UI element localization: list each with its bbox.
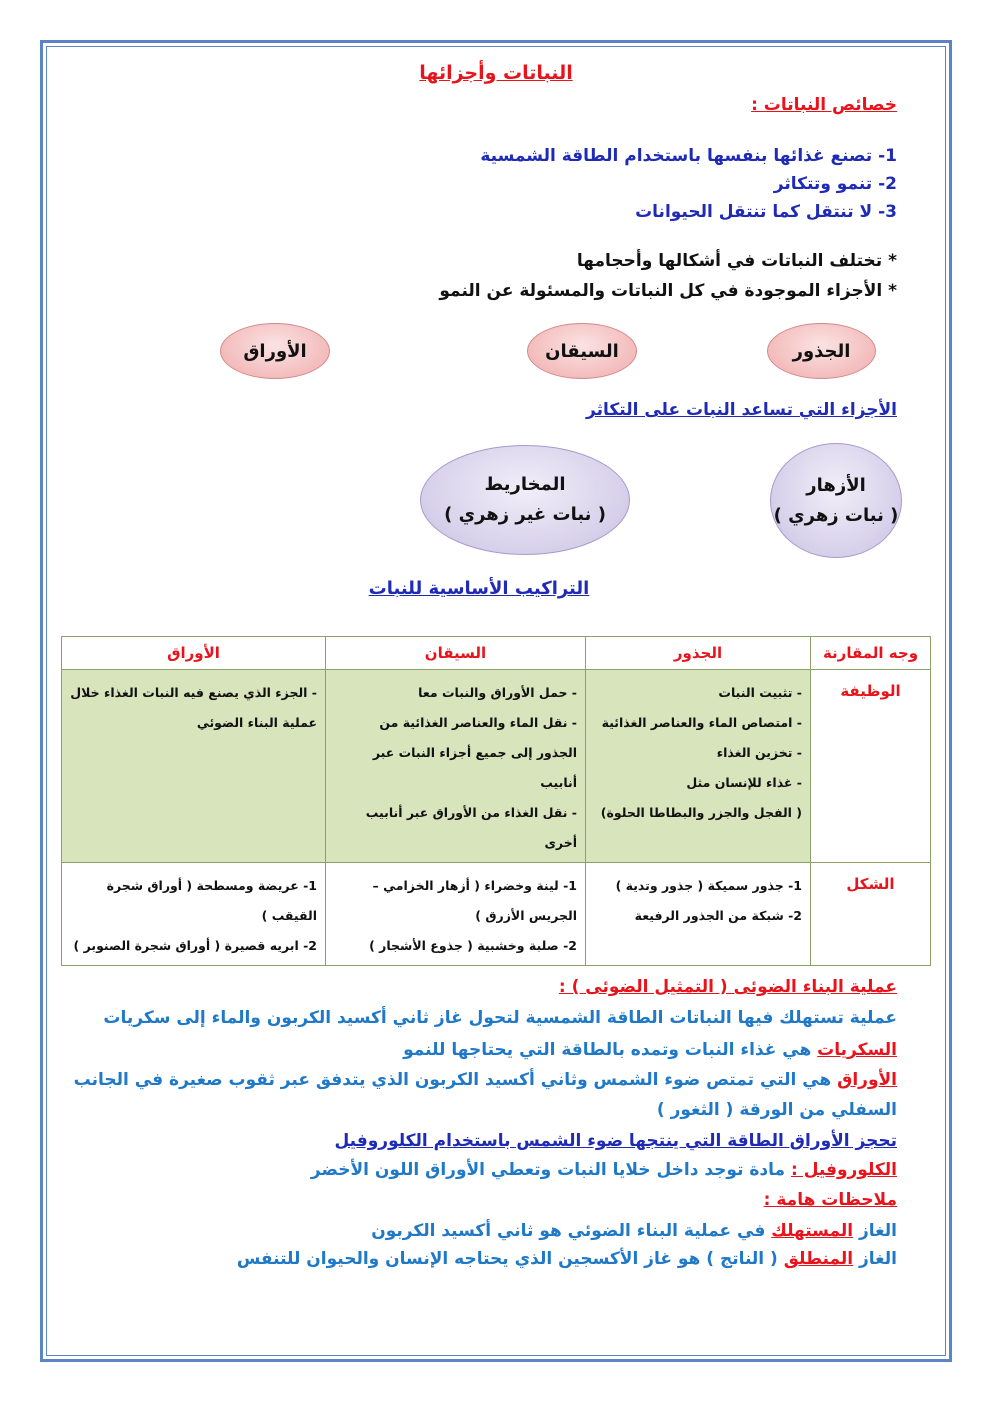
energy-line <box>334 1127 897 1155</box>
cones-oval <box>420 445 630 555</box>
cell-line: 2- صلبة وخشبية ( جذوع الأشجار ) <box>369 938 577 953</box>
chlorophyll-term: الكلوروفيل : <box>790 1160 897 1180</box>
table-cell-leaves <box>62 863 326 966</box>
cones-label: المخاريط <box>484 474 566 495</box>
note-text: الغاز <box>853 1221 897 1241</box>
note-text: الغاز <box>853 1249 897 1269</box>
cell-line: 1- عريضة ومسطحة ( أوراق شجرة <box>106 878 317 893</box>
chlorophyll-text: مادة توجد داخل خلايا النبات وتعطي الأوراق اللون الأخضر <box>310 1160 791 1180</box>
leaves-term: الأوراق <box>837 1070 897 1090</box>
cell-line: الجريس الأزرق ) <box>475 908 577 923</box>
table-cell-stems <box>326 863 586 966</box>
cell-line: 1- لينة وخضراء ( أزهار الخزامي – <box>372 878 577 893</box>
flowers-oval <box>770 443 902 558</box>
characteristic-item: 2- تنمو وتتكاثر <box>773 174 897 194</box>
cell-line: - تثبيت النبات <box>718 685 802 700</box>
sugars-line <box>403 1036 897 1064</box>
cell-line: الجذور إلى جميع أجزاء النبات عبر <box>372 745 577 760</box>
note-released-gas <box>237 1245 897 1273</box>
cell-line: - حمل الأوراق والنبات معا <box>418 685 577 700</box>
note-text: في عملية البناء الضوئي هو ثاني أكسيد الكربون <box>371 1221 772 1241</box>
characteristics-heading: خصائص النباتات : <box>751 95 897 115</box>
leaves-line <box>74 1066 897 1094</box>
leaves-line-cont: السفلي من الورقة ( الثغور ) <box>656 1100 897 1120</box>
table-cell-leaves <box>62 670 326 863</box>
row-label: الشكل <box>811 863 931 966</box>
table-header-row <box>62 637 931 670</box>
cell-line: - نقل الغذاء من الأوراق عبر أنابيب <box>365 805 577 820</box>
chlorophyll-line <box>311 1156 897 1184</box>
note-consumed-gas <box>371 1217 897 1245</box>
part-stems-oval <box>527 323 637 379</box>
table-cell-stems <box>326 670 586 863</box>
leaves-text: هي التي تمتص ضوء الشمس وثاني أكسيد الكربون الذي يتدفق عبر ثقوب صغيرة في الجانب <box>73 1070 838 1090</box>
note-line: * تختلف النباتات في أشكالها وأحجامها <box>576 251 897 271</box>
sugars-text: هي غذاء النبات وتمده بالطاقة التي يحتاجها للنمو <box>403 1040 818 1060</box>
cell-line: أخرى <box>544 835 577 850</box>
photosynthesis-heading: عملية البناء الضوئى ( التمثيل الضوئى ) : <box>558 977 897 997</box>
photosynthesis-definition: عملية تستهلك فيها النباتات الطاقة الشمسية لتحول غاز ثاني أكسيد الكربون والماء إلى سكريات <box>103 1008 897 1028</box>
cones-desc: ( نبات غير زهري ) <box>444 504 606 525</box>
page-title: النباتات وأجزائها <box>419 62 573 84</box>
cell-line: - تخزين الغذاء <box>716 745 802 760</box>
table-cell-roots <box>586 863 811 966</box>
cell-line: ( الفجل والجزر والبطاطا الحلوة) <box>600 805 802 820</box>
cell-line: عملية البناء الضوئي <box>196 715 317 730</box>
table-header: الجذور <box>586 637 811 670</box>
table-cell-roots <box>586 670 811 863</box>
table-header: وجه المقارنة <box>811 637 931 670</box>
part-label: السيقان <box>545 340 619 362</box>
table-header: الأوراق <box>62 637 326 670</box>
row-label: الوظيفة <box>811 670 931 863</box>
table-header: السيقان <box>326 637 586 670</box>
cell-line: القيقب ) <box>261 908 317 923</box>
important-notes-label: ملاحظات هامة : <box>763 1190 897 1210</box>
note-text: ( الناتج ) هو غاز الأكسجين الذي يحتاجه الإنسان والحيوان للتنفس <box>236 1249 784 1269</box>
cell-line: - غذاء للإنسان مثل <box>686 775 802 790</box>
structures-heading: التراكيب الأساسية للنبات <box>368 578 590 599</box>
part-roots-oval <box>767 323 876 379</box>
note-line: * الأجزاء الموجودة في كل النباتات والمسئولة عن النمو <box>439 281 897 301</box>
part-leaves-oval <box>220 323 330 379</box>
flowers-label: الأزهار <box>806 474 866 496</box>
reproduction-heading: الأجزاء التي تساعد النبات على التكاثر <box>586 400 897 420</box>
cell-line: - امتصاص الماء والعناصر الغذائية <box>601 715 802 730</box>
part-label: الجذور <box>792 340 851 362</box>
characteristic-item: 1- تصنع غذائها بنفسها باستخدام الطاقة الشمسية <box>480 146 897 166</box>
table-row <box>62 670 931 863</box>
sugars-term: السكريات <box>817 1040 897 1060</box>
part-label: الأوراق <box>243 340 307 362</box>
energy-text: تحجز الأوراق الطاقة التي ينتجها ضوء الشمس باستخدام الكلوروفيل <box>334 1131 897 1151</box>
released-term: المنطلق <box>783 1249 854 1269</box>
table-row <box>62 863 931 966</box>
cell-line: - نقل الماء والعناصر الغذائية من <box>379 715 577 730</box>
consumed-term: المستهلك <box>771 1221 854 1241</box>
cell-line: أنابيب <box>540 775 577 790</box>
cell-line: 2- ابريه قصيرة ( أوراق شجرة الصنوبر ) <box>73 938 317 953</box>
characteristic-item: 3- لا تنتقل كما تنتقل الحيوانات <box>635 202 897 222</box>
cell-line: - الجزء الذي يصنع فيه النبات الغذاء خلال <box>70 685 317 700</box>
important-notes-heading <box>764 1186 897 1214</box>
cell-line: 1- جذور سميكة ( جذور وتدية ) <box>615 878 802 893</box>
cell-line: 2- شبكة من الجذور الرفيعة <box>634 908 802 923</box>
comparison-table <box>61 636 931 966</box>
flowers-desc: ( نبات زهري ) <box>773 504 899 526</box>
